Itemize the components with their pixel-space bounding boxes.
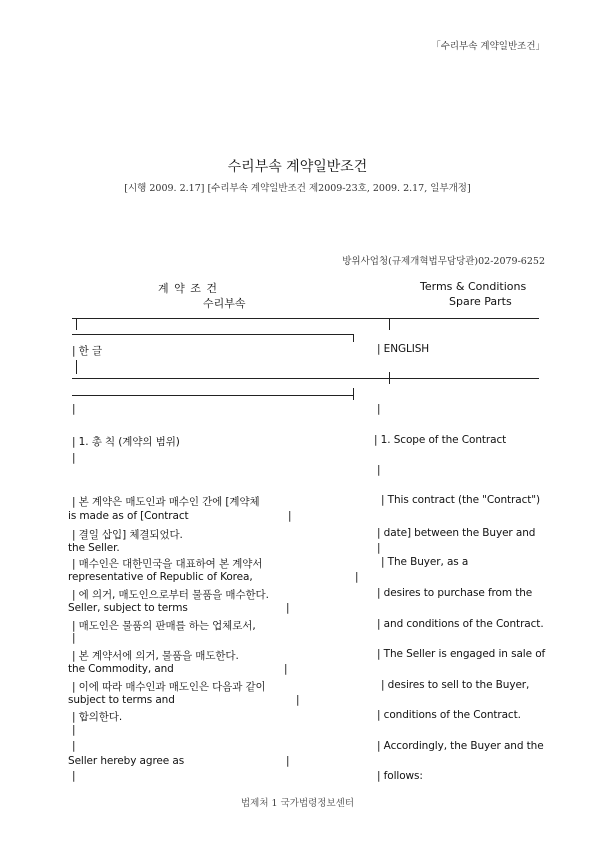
table-rule-tick bbox=[76, 318, 77, 330]
table-cell: | conditions of the Contract. bbox=[377, 709, 521, 721]
section-heading-korean: | 1. 총 칙 (계약의 범위) bbox=[72, 436, 180, 448]
table-cell: | bbox=[377, 542, 381, 554]
table-cell: | date] between the Buyer and bbox=[377, 527, 536, 539]
korean-subheading: 수리부속 bbox=[203, 297, 246, 310]
table-cell: subject to terms and bbox=[68, 694, 175, 706]
table-rule-tick bbox=[76, 360, 77, 374]
table-cell: | bbox=[355, 571, 359, 583]
table-cell: | bbox=[377, 403, 381, 415]
column-bottom-rule bbox=[72, 395, 354, 396]
english-heading: Terms & Conditions bbox=[420, 280, 527, 293]
table-cell: | desires to sell to the Buyer, bbox=[381, 679, 530, 691]
table-cell: | bbox=[296, 694, 300, 706]
table-cell: | bbox=[72, 452, 76, 464]
table-cell: | 본 계약서에 의거, 물품을 매도한다. bbox=[72, 650, 239, 662]
enforcement-info: [시행 2009. 2.17] [수리부속 계약일반조건 제2009-23호, 2009. 2.17, 일부개정] bbox=[124, 183, 471, 194]
column-rule bbox=[72, 334, 354, 335]
header-bottom-rule bbox=[72, 378, 539, 379]
table-cell: | The Seller is engaged in sale of bbox=[377, 648, 546, 660]
table-cell: Seller hereby agree as bbox=[68, 755, 185, 767]
table-cell: | bbox=[377, 464, 381, 476]
table-cell: | 합의한다. bbox=[72, 711, 123, 723]
table-cell: | 에 의거, 매도인으로부터 물품을 매수한다. bbox=[72, 589, 269, 601]
agency-contact: 방위사업청(규제개혁법무담당관)02-2079-6252 bbox=[342, 256, 545, 267]
english-column-label: | ENGLISH bbox=[377, 343, 430, 355]
table-rule-tick bbox=[389, 318, 390, 330]
table-cell: is made as of [Contract bbox=[68, 510, 189, 522]
table-cell: the Commodity, and bbox=[68, 663, 174, 675]
table-cell: | bbox=[72, 724, 76, 736]
table-cell: | This contract (the "Contract") bbox=[381, 494, 541, 506]
table-cell: | bbox=[286, 755, 290, 767]
table-cell: | and conditions of the Contract. bbox=[377, 618, 544, 630]
korean-heading: 계 약 조 건 bbox=[158, 282, 218, 295]
table-rule-tick bbox=[353, 388, 354, 400]
table-cell: | desires to purchase from the bbox=[377, 587, 533, 599]
table-cell: | 매수인은 대한민국을 대표하여 본 계약서 bbox=[72, 558, 263, 570]
page-footer: 법제처 1 국가법령정보센터 bbox=[240, 798, 355, 809]
table-top-rule bbox=[72, 318, 539, 319]
table-cell: | 본 계약은 매도인과 매수인 간에 [계약체 bbox=[72, 496, 260, 508]
table-cell: | bbox=[284, 663, 288, 675]
english-subheading: Spare Parts bbox=[449, 295, 512, 308]
table-cell: | bbox=[72, 403, 76, 415]
running-title: 「수리부속 계약일반조건」 bbox=[431, 41, 545, 52]
table-cell: | 이에 따라 매수인과 매도인은 다음과 같이 bbox=[72, 681, 266, 693]
korean-column-label: | 한 글 bbox=[72, 345, 102, 357]
table-cell: | bbox=[72, 740, 76, 752]
table-cell: Seller, subject to terms bbox=[68, 602, 188, 614]
table-cell: the Seller. bbox=[68, 542, 120, 554]
table-cell: | Accordingly, the Buyer and the bbox=[377, 740, 544, 752]
table-cell: | bbox=[72, 770, 76, 782]
table-cell: | bbox=[72, 632, 76, 644]
table-cell: | The Buyer, as a bbox=[381, 556, 469, 568]
table-cell: | 매도인은 물품의 판매를 하는 업체로서, bbox=[72, 620, 256, 632]
table-rule-tick bbox=[353, 334, 354, 342]
section-heading-english: | 1. Scope of the Contract bbox=[374, 434, 507, 446]
table-cell: | bbox=[288, 510, 292, 522]
table-cell: representative of Republic of Korea, bbox=[68, 571, 253, 583]
table-cell: | 결일 삽입] 체결되었다. bbox=[72, 529, 183, 541]
table-cell: | follows: bbox=[377, 770, 423, 782]
page-title: 수리부속 계약일반조건 bbox=[227, 159, 368, 175]
table-rule-tick bbox=[389, 372, 390, 384]
table-cell: | bbox=[286, 602, 290, 614]
